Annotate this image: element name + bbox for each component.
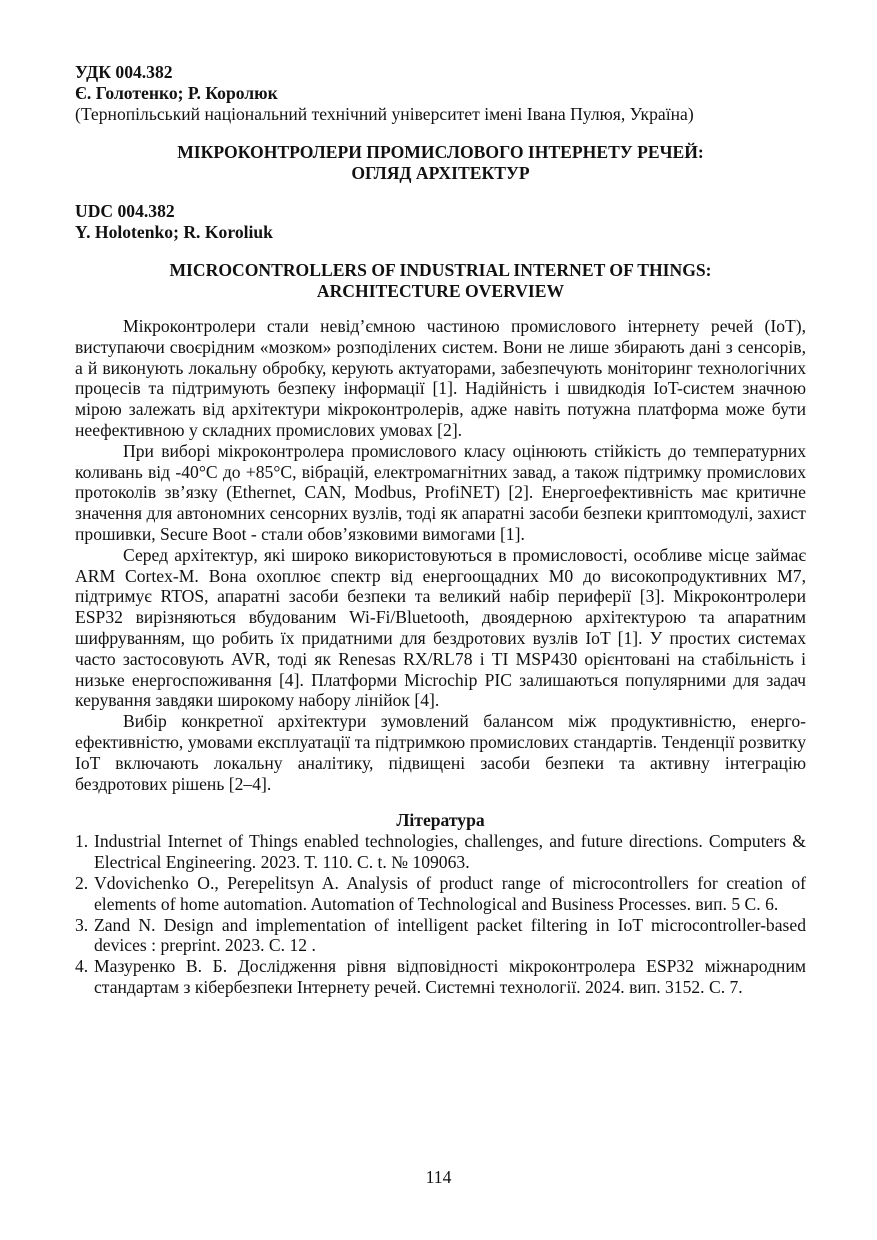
body-paragraph-4: Вибір конкретної архітектури зумовлений балансом між продуктивністю, енерго-ефективністю, умовами експлуатації та підтримкою промислових стандартів. Тенденції розвитку IoT включають локальну аналітику, підвищені засоби безпеки та активну інтеграцію бездротових рішень [2–4].	[75, 711, 806, 794]
reference-number: 1.	[75, 831, 89, 852]
udc-ua: УДК 004.382	[75, 62, 173, 82]
udc-en: UDC 004.382	[75, 201, 175, 221]
title-en-line2: ARCHITECTURE OVERVIEW	[316, 281, 565, 301]
body-paragraph-1: Мікроконтролери стали невід’ємною частиною промислового інтернету речей (IoT), виступаючи своєрідним «мозком» розподілених систем. Вони не лише збирають дані з сенсорів, а й виконують локальну обробку, керують актуаторами, забезпечують моніторинг технологічних процесів та підтримують безпеку інформації [1]. Надійність і швидкодія IoT-систем значною мірою залежать від архітектури мікроконтролерів, адже навіть потужна платформа може бути неефективною у складних промислових умовах [2].	[75, 316, 806, 440]
reference-item	[75, 831, 806, 873]
article-body	[75, 316, 806, 794]
reference-text: Zand N. Design and implementation of intelligent packet filtering in IoT microcontroller-based devices : preprint. 2023. C. 12 .	[94, 914, 806, 956]
authors-en: Y. Holotenko; R. Koroliuk	[75, 222, 273, 242]
reference-text: Industrial Internet of Things enabled technologies, challenges, and future directions. Computers & Electrical Engineering. 2023. T. 110. C. t. № 109063.	[94, 831, 806, 873]
title-ua-line2: ОГЛЯД АРХІТЕКТУР	[351, 163, 530, 183]
reference-item	[75, 915, 806, 957]
reference-number: 4.	[75, 956, 89, 977]
references-heading: Література	[396, 810, 485, 831]
reference-number: 2.	[75, 872, 89, 893]
reference-item	[75, 956, 806, 998]
title-en-line1: MICROCONTROLLERS OF INDUSTRIAL INTERNET OF THINGS:	[169, 260, 712, 280]
reference-text: Vdovichenko O., Perepelitsyn A. Analysis of product range of microcontrollers for creation of elements of home automation. Automation of Technological and Business Processes. вип. 5 C. 6.	[94, 872, 806, 914]
page-number: 114	[425, 1167, 452, 1187]
title-ua-line1: МІКРОКОНТРОЛЕРИ ПРОМИСЛОВОГО ІНТЕРНЕТУ РЕЧЕЙ:	[177, 142, 704, 162]
reference-text: Мазуренко В. Б. Дослідження рівня відповідності мікроконтролера ESP32 міжнародним стандартам з кібербезпеки Інтернету речей. Системні технології. 2024. вип. 3152. С. 7.	[94, 956, 806, 997]
affiliation-ua: (Тернопільський національний технічний університет імені Івана Пулюя, Україна)	[75, 104, 694, 124]
authors-ua: Є. Голотенко; Р. Королюк	[75, 83, 278, 103]
page-content	[75, 62, 806, 998]
reference-item	[75, 873, 806, 915]
body-paragraph-2: При виборі мікроконтролера промислового класу оцінюють стійкість до температурних коливань від -40°C до +85°C, вібрацій, електромагнітних завад, а також підтримку промислових протоколів зв’язку (Ethernet, CAN, Modbus, ProfiNET) [2]. Енергоефективність має критичне значення для автономних сенсорних вузлів, тоді як апаратні засоби безпеки криптомодулі, захист прошивки, Secure Boot - стали обов’язковими вимогами [1].	[75, 440, 806, 544]
references-list	[75, 831, 806, 997]
body-paragraph-3: Серед архітектур, які широко використовуються в промисловості, особливе місце займає ARM Cortex-M. Вона охоплює спектр від енергоощадних M0 до високопродуктивних M7, підтримує RTOS, апаратні засоби безпеки та великий набір периферії [3]. Мікроконтролери ESP32 вирізняються вбудованим Wi-Fi/Bluetooth, двоядерною архітектурою та апаратним шифруванням, що робить їх придатними для бездротових вузлів IoT [1]. У простих системах часто застосовують AVR, тоді як Renesas RX/RL78 і TI MSP430 орієнтовані на стабільність і низьке енергоспоживання [4]. Платформи Microchip PIC залишаються популярними для задач керування завдяки широкому набору лінійок [4].	[75, 544, 806, 711]
reference-number: 3.	[75, 914, 89, 935]
